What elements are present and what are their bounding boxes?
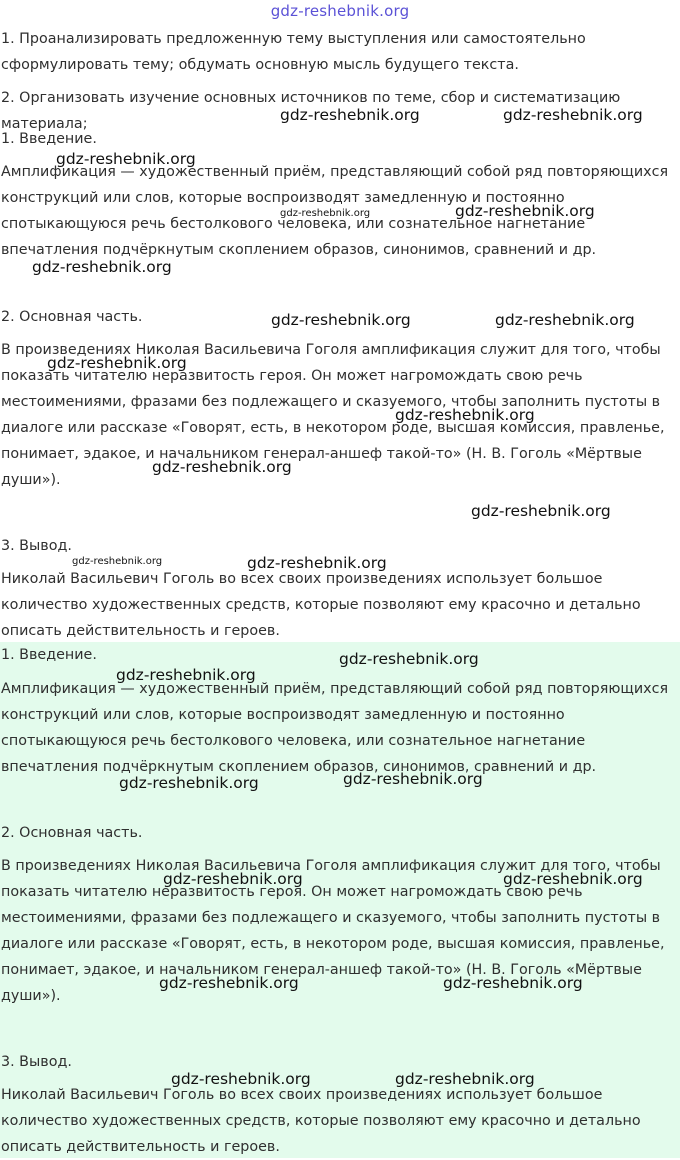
site-header-watermark: gdz-reshebnik.org — [270, 2, 410, 20]
watermark-text: gdz-reshebnik.org — [443, 974, 583, 992]
watermark-text: gdz-reshebnik.org — [119, 774, 259, 792]
main-title: 2. Основная часть. — [1, 309, 143, 325]
conclusion-text: Николай Васильевич Гоголь во всех своих произведениях использует большое количество художественных средств, которые позволяют ему красочно и детально описать действительность и героев. — [1, 571, 641, 639]
watermark-text: gdz-reshebnik.org — [72, 556, 163, 567]
watermark-text: gdz-reshebnik.org — [395, 406, 535, 424]
intro-title-green: 1. Введение. — [1, 647, 97, 663]
watermark-text: gdz-reshebnik.org — [495, 311, 635, 329]
watermark-text: gdz-reshebnik.org — [47, 354, 187, 372]
watermark-text: gdz-reshebnik.org — [271, 311, 411, 329]
conclusion-title: 3. Вывод. — [1, 538, 72, 554]
conclusion-text-green: Николай Васильевич Гоголь во всех своих произведениях использует большое количество художественных средств, которые позволяют ему красочно и детально описать действительность и героев. — [1, 1087, 641, 1155]
watermark-text: gdz-reshebnik.org — [280, 208, 371, 219]
intro-text-green: Амплификация — художественный приём, представляющий собой ряд повторяющихся конструкций или слов, которые воспроизводят замедленную и постоянно спотыкающуюся речь бестолкового человека, или сознательное нагнетание впечатления подчёркнутым скоплением образов, синонимов, сравнений и др. — [1, 681, 669, 775]
watermark-text: gdz-reshebnik.org — [455, 202, 595, 220]
watermark-text: gdz-reshebnik.org — [159, 974, 299, 992]
answer-block-green — [0, 642, 680, 1158]
watermark-text: gdz-reshebnik.org — [280, 106, 420, 124]
watermark-text: gdz-reshebnik.org — [471, 502, 611, 520]
watermark-text: gdz-reshebnik.org — [32, 258, 172, 276]
watermark-text: gdz-reshebnik.org — [171, 1070, 311, 1088]
watermark-text: gdz-reshebnik.org — [503, 870, 643, 888]
intro-text: Амплификация — художественный приём, представляющий собой ряд повторяющихся конструкций или слов, которые воспроизводят замедленную и постоянно спотыкающуюся речь бестолкового человека, или сознательное нагнетание впечатления подчёркнутым скоплением образов, синонимов, сравнений и др. — [1, 164, 669, 258]
watermark-text: gdz-reshebnik.org — [339, 650, 479, 668]
main-text-green: В произведениях Николая Васильевича Гоголя амплификация служит для того, чтобы показать читателю неразвитость героя. Он может нагромождать свою речь местоимениями, фразами без подлежащего и сказуемого, чтобы заполнить пустоты в диалоге или рассказе «Говорят, есть, в некотором роде, высшая комиссия, правленье, понимает, эдакое, и начальником генерал-аншеф такой-то» (Н. В. Гоголь «Мёртвые души»). — [1, 858, 665, 1004]
watermark-text: gdz-reshebnik.org — [503, 106, 643, 124]
instruction-1: 1. Проанализировать предложенную тему выступления или самостоятельно сформулировать тему; обдумать основную мысль будущего текста. — [1, 31, 586, 73]
watermark-text: gdz-reshebnik.org — [395, 1070, 535, 1088]
watermark-text: gdz-reshebnik.org — [152, 458, 292, 476]
main-title-green: 2. Основная часть. — [1, 825, 143, 841]
instruction-2: 2. Организовать изучение основных источников по теме, сбор и систематизацию материала; — [1, 90, 621, 132]
watermark-text: gdz-reshebnik.org — [56, 150, 196, 168]
conclusion-title-green: 3. Вывод. — [1, 1054, 72, 1070]
watermark-text: gdz-reshebnik.org — [247, 554, 387, 572]
watermark-text: gdz-reshebnik.org — [163, 870, 303, 888]
main-text: В произведениях Николая Васильевича Гоголя амплификация служит для того, чтобы показать читателю неразвитость героя. Он может нагромождать свою речь местоимениями, фразами без подлежащего и сказуемого, чтобы заполнить пустоты в диалоге или рассказе «Говорят, есть, в некотором роде, высшая комиссия, правленье, понимает, эдакое, и начальником генерал-аншеф такой-то» (Н. В. Гоголь «Мёртвые души»). — [1, 342, 665, 488]
watermark-text: gdz-reshebnik.org — [343, 770, 483, 788]
intro-title: 1. Введение. — [1, 131, 97, 147]
watermark-text: gdz-reshebnik.org — [116, 666, 256, 684]
